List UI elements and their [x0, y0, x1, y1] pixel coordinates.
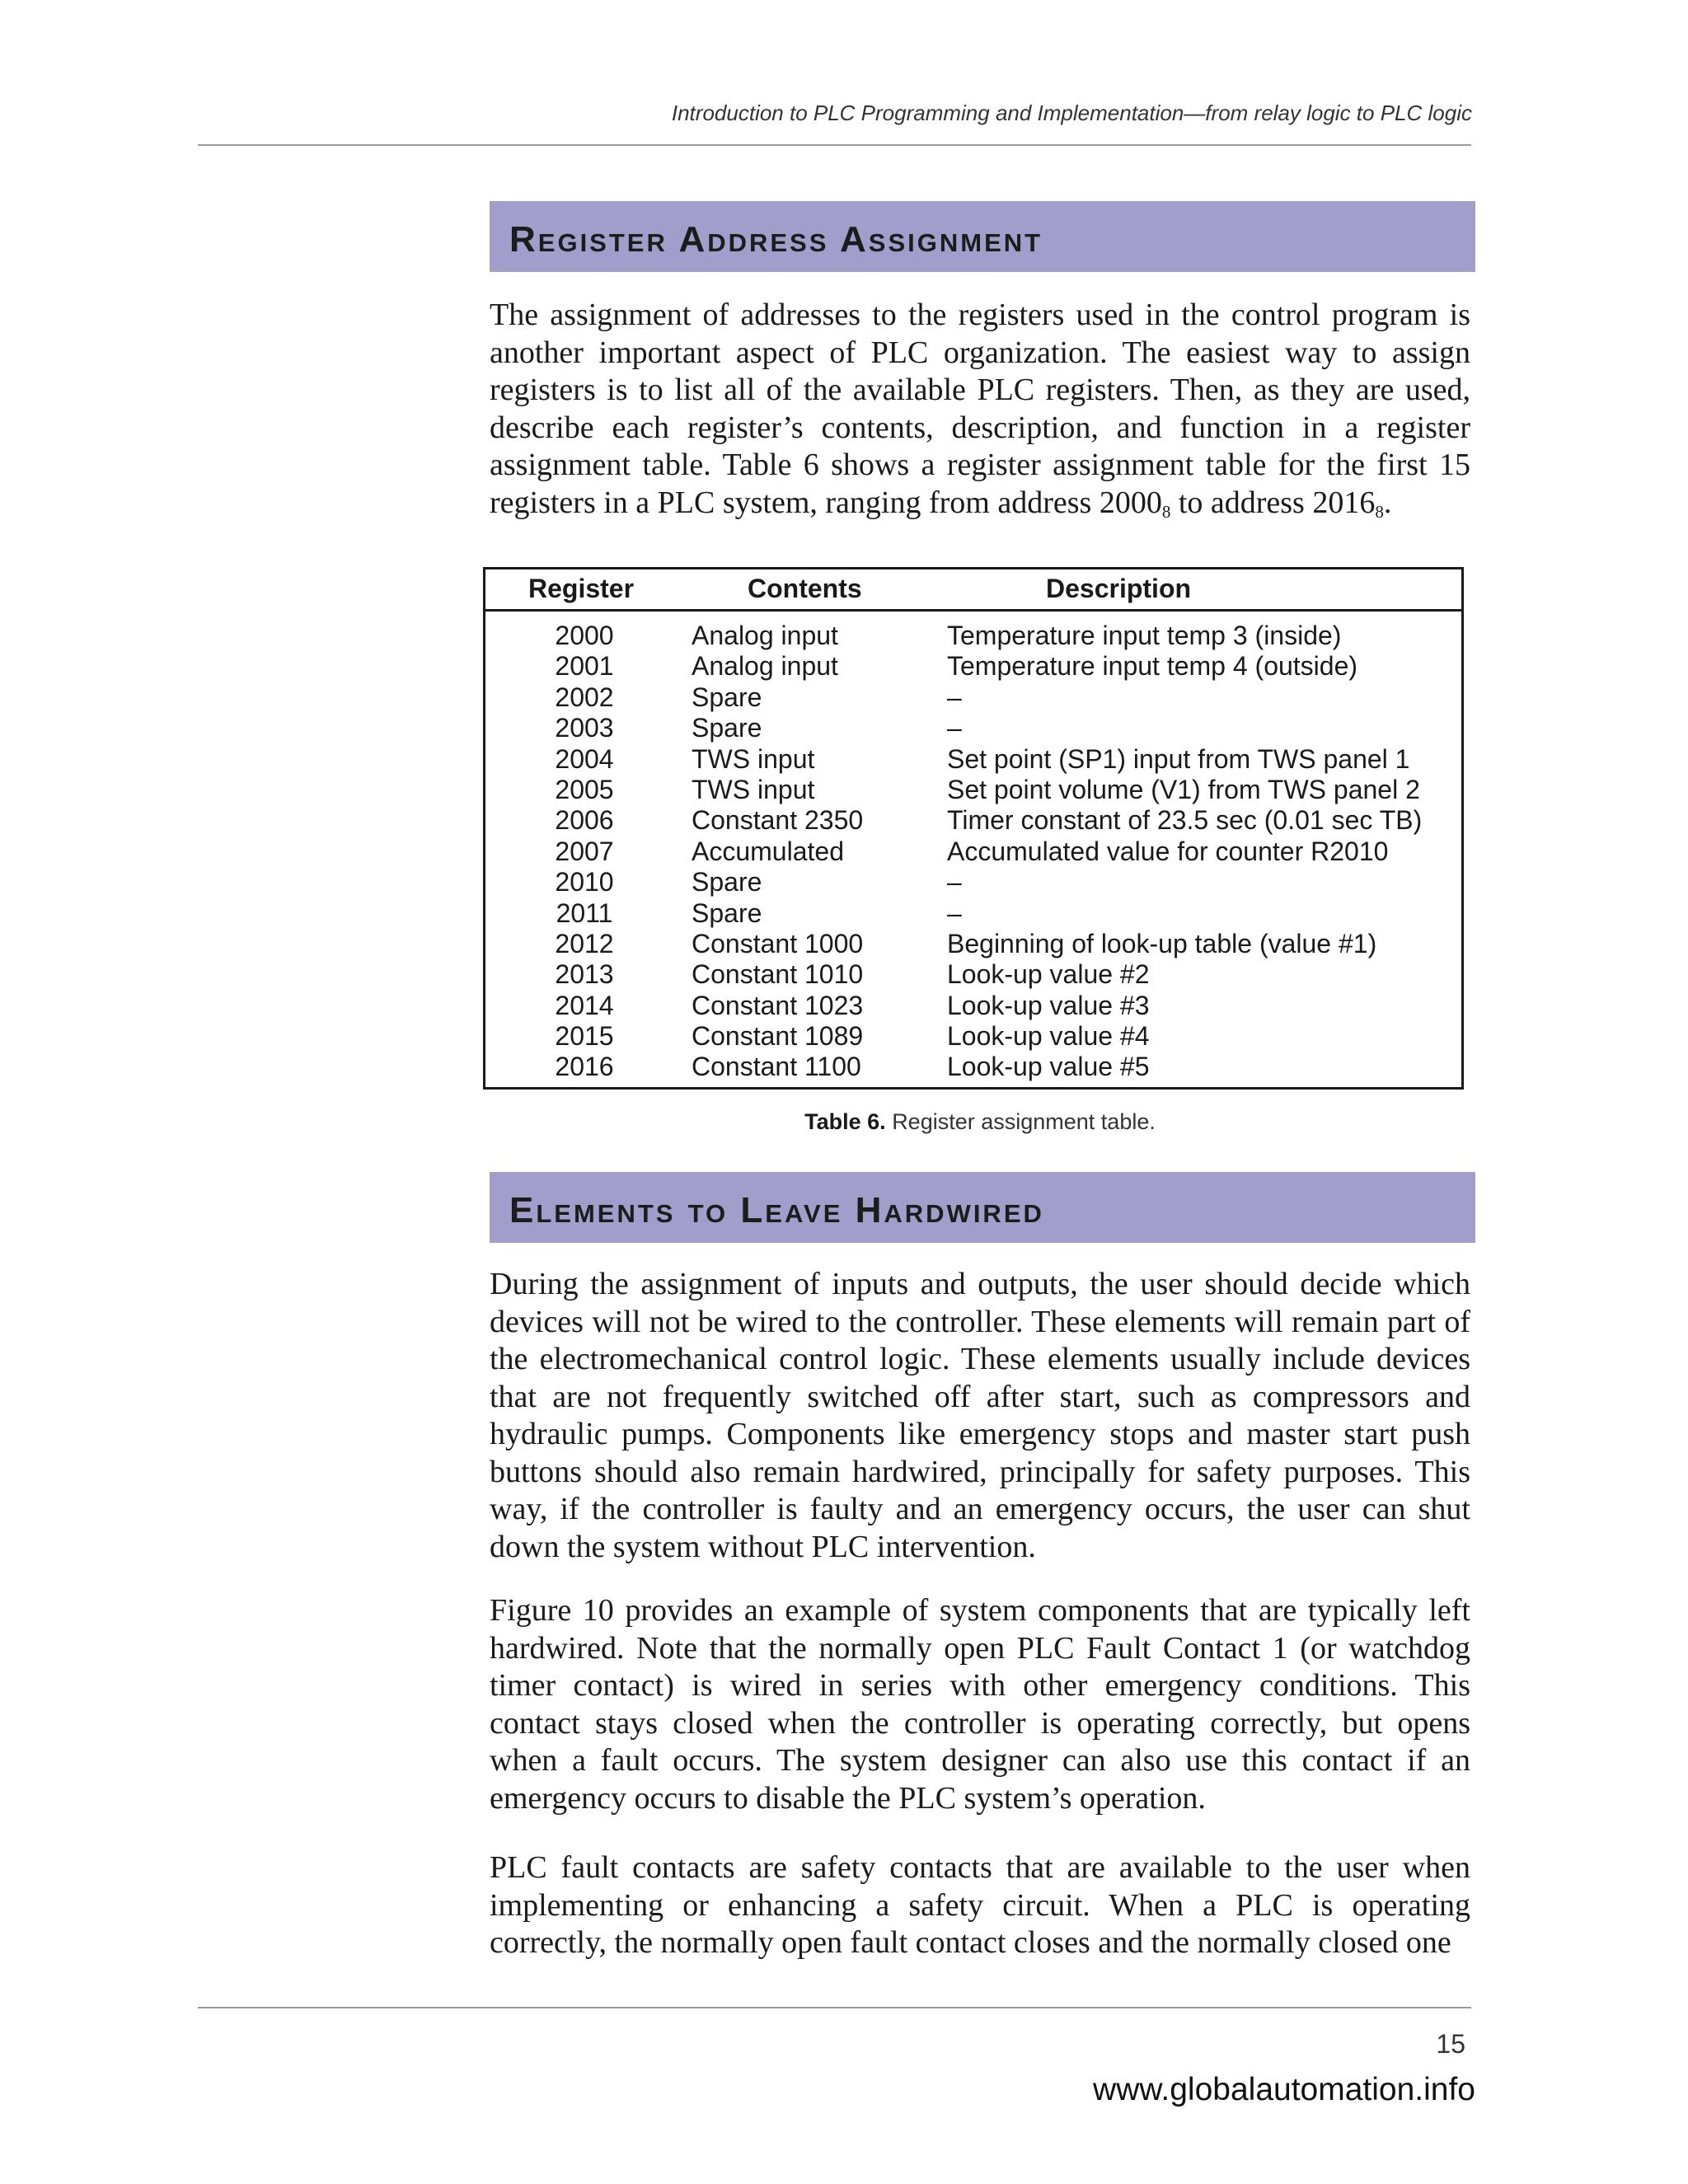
table-caption [490, 1109, 1470, 1135]
paragraph-register-assignment [490, 297, 1470, 522]
table-row [485, 651, 1461, 682]
paragraph-hardwired-2: Figure 10 provides an example of system components that are typically left hardwired. Note that the normally open PLC Fault Contact 1 (or watchdog timer contact) is wired in series with other emergency conditions. This contact stays closed when the controller is operating correctly, but opens when a fault occurs. The system designer can also use this contact if an emergency occurs to disable the PLC system’s operation. [490, 1593, 1470, 1816]
octal-subscript: 8 [1375, 501, 1384, 522]
cell-register: 2001 [555, 651, 614, 682]
cell-description: Look-up value #2 [947, 959, 1150, 990]
cell-description: – [947, 713, 962, 743]
octal-subscript: 8 [1161, 501, 1171, 522]
paragraph-text-mid: to address [1170, 485, 1313, 520]
cell-contents: Analog input [692, 621, 838, 650]
table-row [485, 744, 1461, 775]
section-heading-bar [490, 1172, 1475, 1243]
cell-register: 2004 [555, 743, 614, 774]
cell-register: 2005 [555, 774, 614, 804]
cell-contents: Accumulated [692, 836, 844, 866]
cell-contents: Spare [692, 867, 762, 898]
register-assignment-table [483, 567, 1464, 1090]
paragraph-hardwired-3: PLC fault contacts are safety contacts that are available to the user when implementing or enhancing a safety circuit. When a PLC is operating correctly, the normally open fault contact closes and the normally closed one [490, 1850, 1470, 1960]
table-body [485, 621, 1461, 1083]
cell-contents: Constant 1089 [692, 1021, 864, 1052]
table-row [485, 991, 1461, 1021]
column-header-register: Register [528, 574, 635, 603]
cell-register: 2002 [555, 682, 614, 712]
cell-register: 2012 [555, 928, 614, 958]
cell-description: – [947, 898, 962, 928]
cell-contents: Constant 2350 [692, 805, 864, 836]
cell-register: 2011 [556, 898, 613, 928]
footer-url: www.globalautomation.info [1093, 2072, 1475, 2107]
cell-register: 2016 [555, 1052, 614, 1082]
cell-description: Set point volume (V1) from TWS panel 2 [947, 774, 1420, 804]
cell-contents: Constant 1100 [692, 1052, 861, 1082]
cell-register: 2010 [555, 867, 614, 898]
column-header-description: Description [1046, 574, 1192, 603]
cell-contents: Spare [692, 713, 762, 743]
cell-description: – [947, 682, 962, 712]
table-row [485, 805, 1461, 836]
table-row [485, 1052, 1461, 1082]
section-heading-elements-hardwired: Elements to Leave Hardwired [509, 1190, 1044, 1230]
cell-contents: Analog input [692, 651, 838, 682]
table-caption-label: Table 6. [804, 1109, 886, 1134]
table-row [485, 775, 1461, 805]
table-row [485, 1021, 1461, 1052]
cell-description: Beginning of look-up table (value #1) [947, 928, 1377, 958]
cell-description: Temperature input temp 3 (inside) [947, 621, 1342, 650]
cell-contents: Spare [692, 898, 762, 928]
address-start: 2000 [1099, 485, 1162, 520]
table-row [485, 867, 1461, 898]
cell-register: 2014 [555, 990, 614, 1020]
paragraph-hardwired-1: During the assignment of inputs and outputs, the user should decide which devices will not be wired to the controller. These elements will remain part of the electromechanical control logic. These elements usually include devices that are not frequently switched off after start, such as compressors and hydraulic pumps. Components like emergency stops and master start push buttons should also remain hardwired, principally for safety purposes. This way, if the controller is faulty and an emergency occurs, the user can shut down the system without PLC intervention. [490, 1267, 1470, 1564]
paragraph-text: The assignment of addresses to the registers used in the control program is another important aspect of PLC organization. The easiest way to assign registers is to list all of the available PLC registers. Then, as they are used, describe each register’s contents, description, and function in a register assignment table. Table 6 shows a register assignment table for the first 15 registers in a PLC system, ranging from address [490, 298, 1470, 520]
table-row [485, 959, 1461, 990]
address-end: 2016 [1312, 485, 1376, 520]
page-number: 15 [1436, 2029, 1465, 2059]
column-header-contents: Contents [748, 574, 862, 603]
cell-register: 2003 [555, 713, 614, 743]
table-header-row [485, 569, 1461, 612]
table-row [485, 621, 1461, 651]
cell-contents: Constant 1000 [692, 928, 864, 958]
cell-description: Look-up value #4 [947, 1021, 1150, 1052]
cell-contents: Constant 1023 [692, 990, 864, 1020]
cell-contents: TWS input [692, 743, 815, 774]
cell-register: 2000 [555, 621, 614, 650]
cell-register: 2015 [555, 1021, 614, 1052]
cell-description: Look-up value #3 [947, 990, 1150, 1020]
table-caption-text: Register assignment table. [892, 1109, 1156, 1134]
table-row [485, 713, 1461, 743]
cell-description: Look-up value #5 [947, 1052, 1150, 1082]
table-row [485, 682, 1461, 713]
cell-description: Accumulated value for counter R2010 [947, 836, 1389, 866]
table-row [485, 837, 1461, 867]
cell-description: – [947, 867, 962, 898]
cell-description: Timer constant of 23.5 sec (0.01 sec TB) [947, 805, 1423, 836]
cell-contents: TWS input [692, 774, 815, 804]
header-rule [198, 144, 1471, 146]
cell-description: Temperature input temp 4 (outside) [947, 651, 1358, 682]
cell-contents: Constant 1010 [692, 959, 864, 990]
cell-contents: Spare [692, 682, 762, 712]
paragraph-text-end: . [1383, 485, 1392, 520]
cell-register: 2013 [555, 959, 614, 990]
table-row [485, 929, 1461, 959]
running-header: Introduction to PLC Programming and Implementation—from relay logic to PLC logic [671, 101, 1472, 125]
cell-description: Set point (SP1) input from TWS panel 1 [947, 743, 1410, 774]
footer-rule [198, 2007, 1471, 2008]
section-heading-bar [490, 201, 1475, 272]
section-heading-register-address-assignment: Register Address Assignment [509, 219, 1043, 260]
table-row [485, 898, 1461, 929]
cell-register: 2006 [555, 805, 614, 836]
cell-register: 2007 [555, 836, 614, 866]
